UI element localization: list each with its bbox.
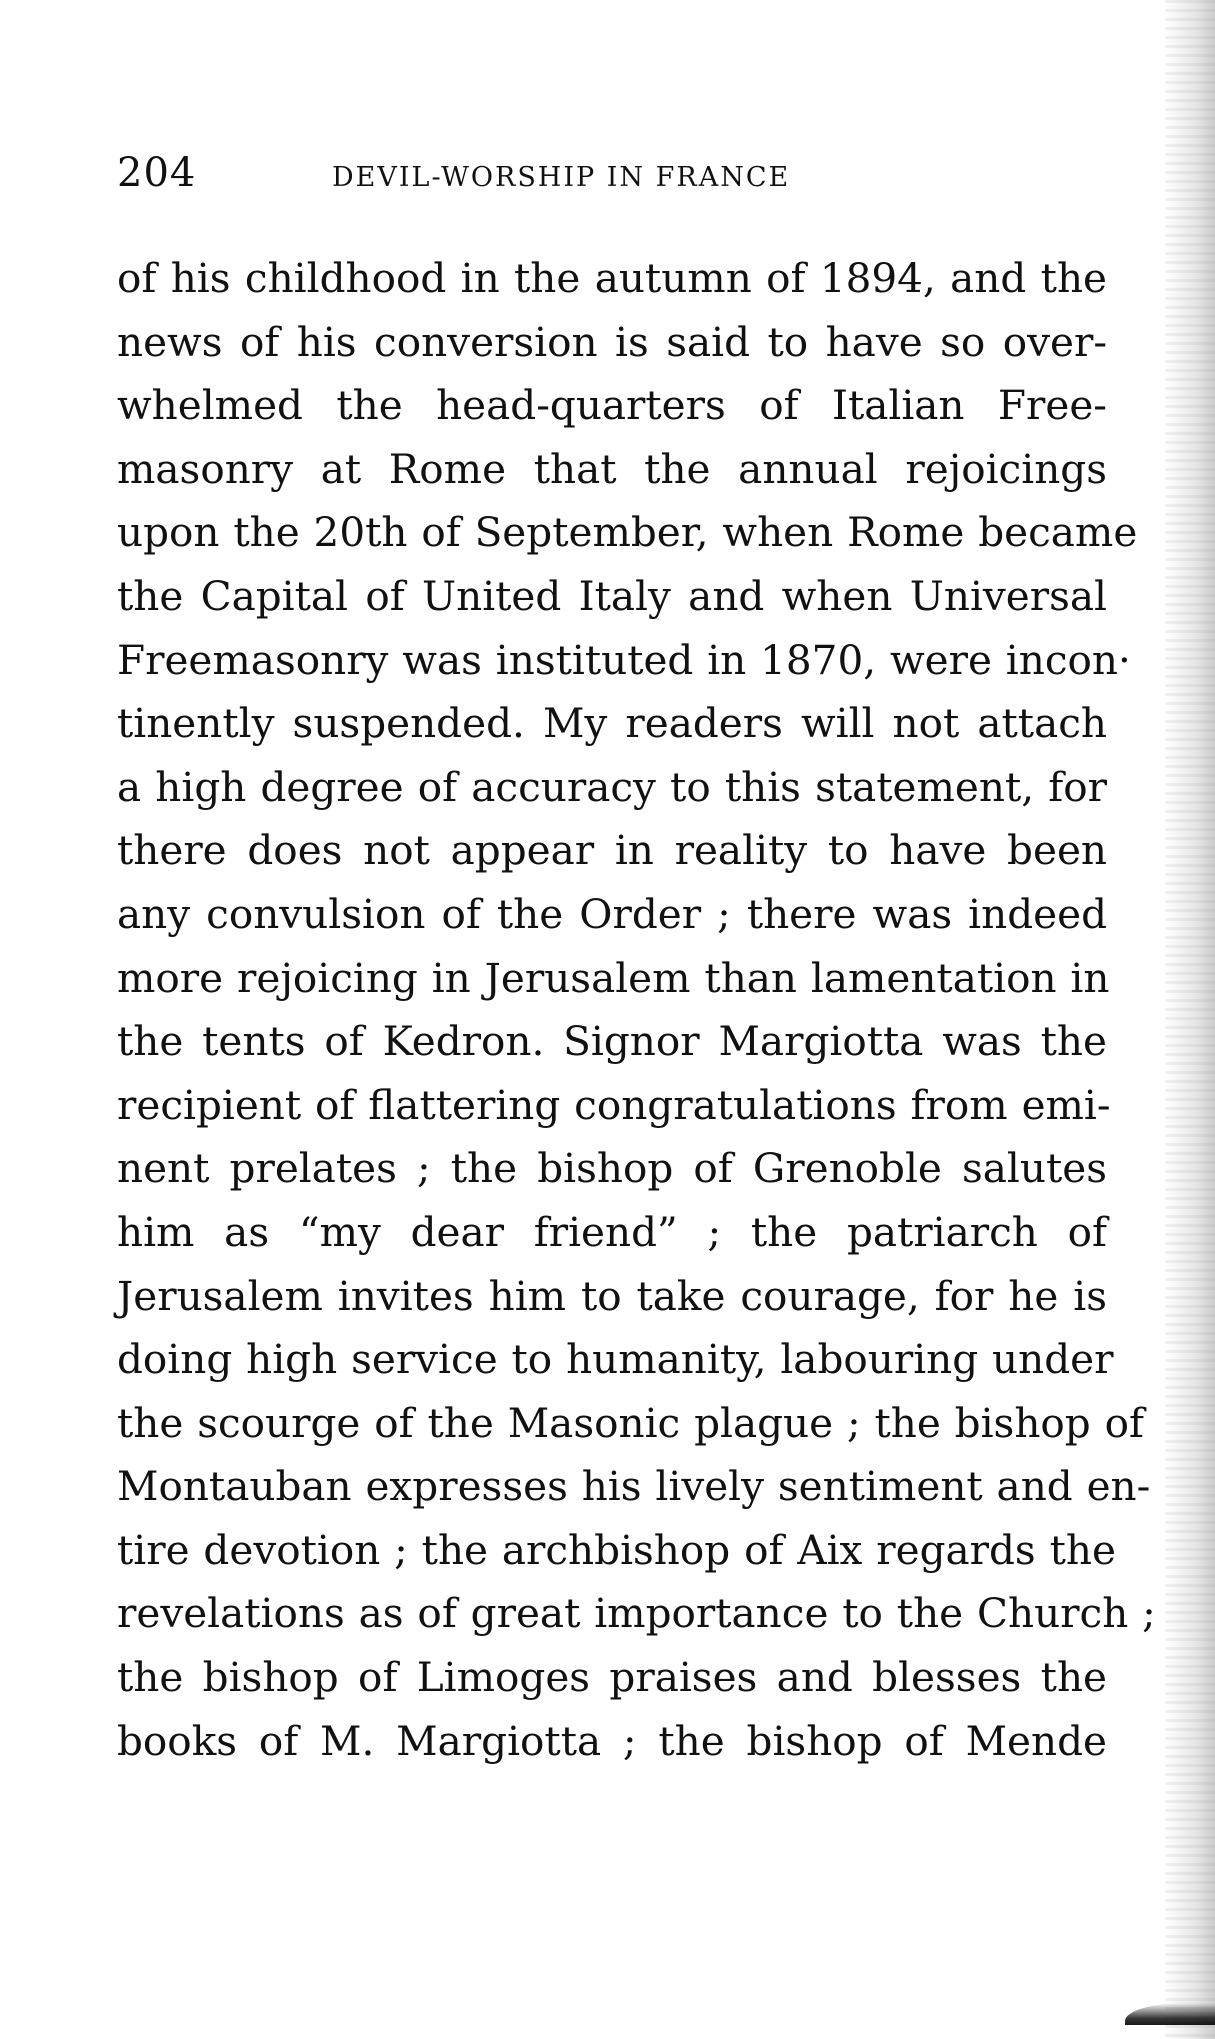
text-line: books of M. Margiotta ; the bishop of Mende (117, 1716, 1107, 1765)
page-number: 204 (117, 150, 197, 196)
text-line: the scourge of the Masonic plague ; the bishop of (117, 1398, 1144, 1447)
text-line: a high degree of accuracy to this statement, for (117, 762, 1107, 811)
text-line: nent prelates ; the bishop of Grenoble salutes (117, 1144, 1107, 1193)
text-line: the Capital of United Italy and when Universal (117, 571, 1107, 620)
page-edge-shading (1165, 0, 1215, 2039)
text-line: doing high service to humanity, labouring under (117, 1335, 1114, 1384)
text-line: Montauban expresses his lively sentiment and en- (117, 1462, 1151, 1511)
text-line: the tents of Kedron. Signor Margiotta was the (117, 1017, 1107, 1066)
page-corner-curl (1125, 2003, 1215, 2025)
text-line: there does not appear in reality to have been (117, 826, 1107, 875)
text-line: Freemasonry was instituted in 1870, were incon· (117, 635, 1131, 684)
text-line: whelmed the head-quarters of Italian Free- (117, 381, 1107, 430)
page-header (117, 150, 877, 210)
body-text (117, 247, 1156, 1773)
text-line: news of his conversion is said to have so over- (117, 317, 1107, 366)
running-head: DEVIL-WORSHIP IN FRANCE (332, 162, 791, 193)
text-line: upon the 20th of September, when Rome became (117, 508, 1138, 557)
text-line: more rejoicing in Jerusalem than lamentation in (117, 953, 1110, 1002)
text-line: the bishop of Limoges praises and blesses the (117, 1653, 1107, 1702)
text-line: revelations as of great importance to the Church ; (117, 1589, 1156, 1638)
text-line: Jerusalem invites him to take courage, for he is (117, 1271, 1107, 1320)
text-line: any convulsion of the Order ; there was indeed (117, 889, 1107, 938)
text-line: of his childhood in the autumn of 1894, and the (117, 254, 1107, 302)
text-line: tinently suspended. My readers will not attach (117, 699, 1107, 748)
text-line: him as “my dear friend” ; the patriarch of (117, 1207, 1107, 1256)
text-line: recipient of flattering congratulations from emi- (117, 1080, 1111, 1129)
text-line: masonry at Rome that the annual rejoicings (117, 444, 1107, 493)
text-line: tire devotion ; the archbishop of Aix regards the (117, 1525, 1116, 1574)
